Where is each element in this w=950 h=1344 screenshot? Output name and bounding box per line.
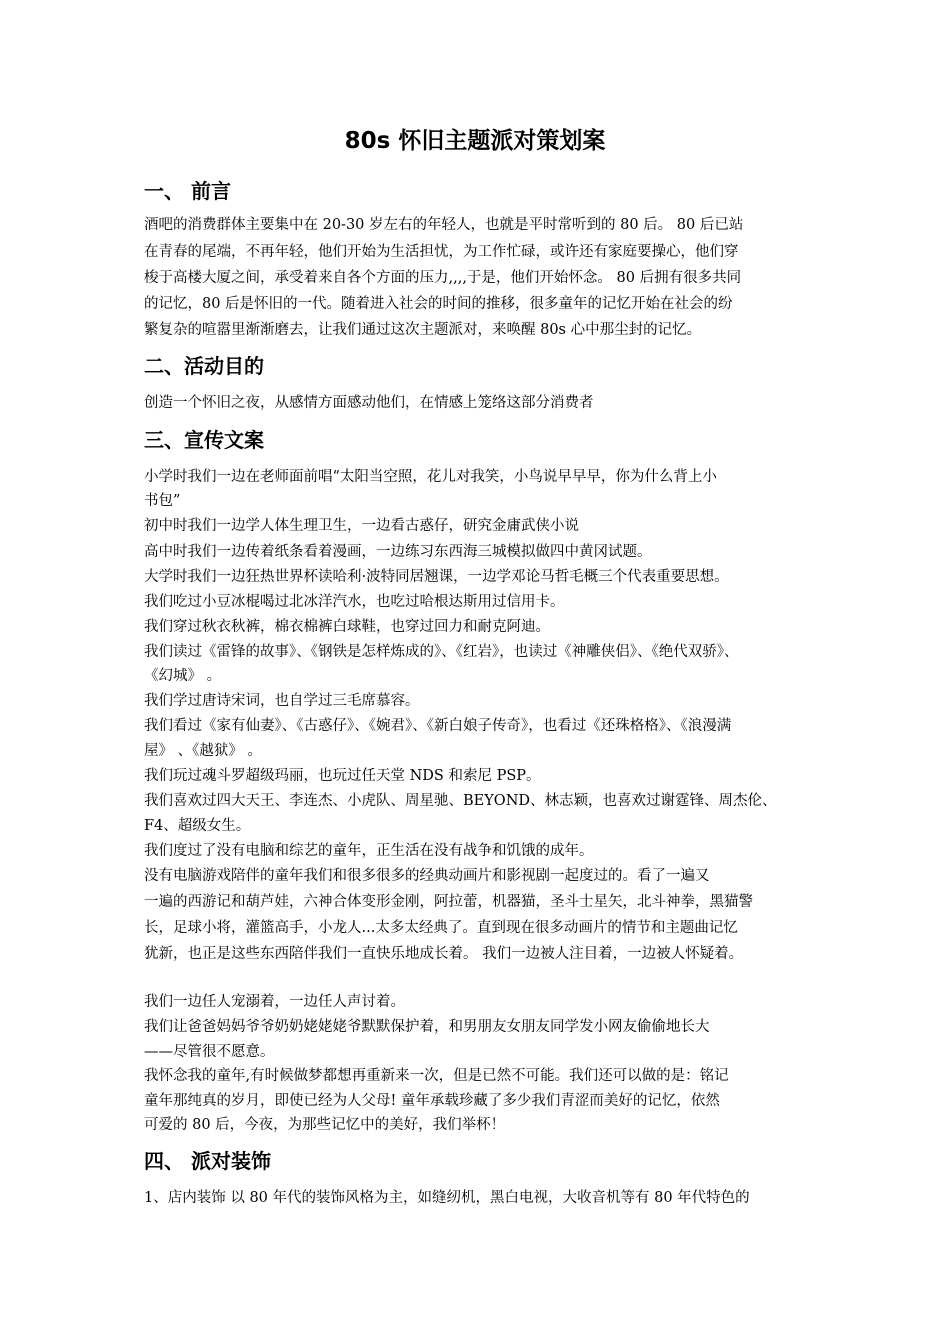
paragraph-line: 屋》 、《越狱》 。 <box>144 743 262 759</box>
heading-purpose: 二、活动目的 <box>144 354 264 378</box>
paragraph-line: 酒吧的消费群体主要集中在 20-30 岁左右的年轻人，也就是平时常听到的 80 后。 80 后已站 <box>144 217 744 233</box>
paragraph-line: F4、超级女生。 <box>144 818 251 834</box>
paragraph-line: 童年那纯真的岁月，即使已经为人父母! 童年承载珍藏了多少我们青涩而美好的记忆，依然 <box>144 1093 720 1109</box>
paragraph-line: 我们穿过秋衣秋裤，棉衣棉裤白球鞋，也穿过回力和耐克阿迪。 <box>144 619 550 635</box>
paragraph-line: 我们玩过魂斗罗超级玛丽，也玩过任天堂 NDS 和索尼 PSP。 <box>144 768 541 784</box>
paragraph-line: 没有电脑游戏陪伴的童年我们和很多很多的经典动画片和影视剧一起度过的。看了一遍又 <box>144 868 710 884</box>
paragraph-line: 我们度过了没有电脑和综艺的童年，正生活在没有战争和饥饿的成年。 <box>144 843 594 859</box>
paragraph-line: 一遍的西游记和葫芦娃，六神合体变形金刚，阿拉蕾，机器猫，圣斗士星矢，北斗神拳，黑猫警 <box>144 894 753 910</box>
paragraph-line: 书包” <box>144 493 181 509</box>
paragraph-line: 长，足球小将，灌篮高手，小龙人...太多太经典了。直到现在很多动画片的情节和主题曲记忆 <box>144 920 738 936</box>
heading-preface: 一、 前言 <box>144 179 231 203</box>
paragraph-line: 我们一边任人宠溺着，一边任人声讨着。 <box>144 994 405 1010</box>
paragraph-line: 在青春的尾端，不再年轻，他们开始为生活担忧，为工作忙碌，或许还有家庭要操心，他们穿 <box>144 244 739 260</box>
paragraph-line: 大学时我们一边狂热世界杯读哈利·波特同居翘课，一边学邓论马哲毛概三个代表重要思想。 <box>144 569 729 585</box>
paragraph-line: 创造一个怀旧之夜，从感情方面感动他们，在情感上笼络这部分消费者 <box>144 395 594 411</box>
paragraph-line: 高中时我们一边传着纸条看着漫画，一边练习东西海三城模拟做四中黄冈试题。 <box>144 544 652 560</box>
paragraph-line: 繁复杂的喧嚣里渐渐磨去，让我们通过这次主题派对，来唤醒 80s 心中那尘封的记忆。 <box>144 322 702 338</box>
paragraph-line: 小学时我们一边在老师面前唱“太阳当空照，花儿对我笑，小鸟说早早早，你为什么背上小 <box>144 469 717 485</box>
paragraph-line: 我们喜欢过四大天王、李连杰、小虎队、周星驰、BEYOND、林志颖，也喜欢过谢霆锋、周杰伦、 <box>144 793 777 809</box>
paragraph-line: 我们学过唐诗宋词，也自学过三毛席慕容。 <box>144 693 420 709</box>
paragraph-line: 1、店内装饰 以 80 年代的装饰风格为主，如缝纫机，黑白电视，大收音机等有 80 年代特色的 <box>144 1190 750 1206</box>
paragraph-line: 我们读过《雷锋的故事》、《钢铁是怎样炼成的》、《红岩》，也读过《神雕侠侣》、《绝代双骄》、 <box>144 644 739 660</box>
paragraph-line: 梭于高楼大厦之间，承受着来自各个方面的压力,,,,于是，他们开始怀念。 80 后拥有很多共同 <box>144 270 742 286</box>
paragraph-line: 初中时我们一边学人体生理卫生，一边看古惑仔，研究金庸武侠小说 <box>144 518 579 534</box>
heading-decor: 四、 派对装饰 <box>144 1149 271 1173</box>
heading-copy: 三、宣传文案 <box>144 428 264 452</box>
paragraph-line: 我们让爸爸妈妈爷爷奶奶姥姥姥爷默默保护着，和男朋友女朋友同学发小网友偷偷地长大 <box>144 1019 710 1035</box>
paragraph-line: 犹新，也正是这些东西陪伴我们一直快乐地成长着。 我们一边被人注目着，一边被人怀疑着。 <box>144 946 744 962</box>
paragraph-line: 我怀念我的童年,有时候做梦都想再重新来一次，但是已然不可能。我们还可以做的是：铭记 <box>144 1068 729 1084</box>
paragraph-line: ——尽管很不愿意。 <box>144 1044 275 1060</box>
paragraph-line: 的记忆，80 后是怀旧的一代。随着进入社会的时间的推移，很多童年的记忆开始在社会的纷 <box>144 296 733 312</box>
paragraph-line: 我们吃过小豆冰棍喝过北冰洋汽水，也吃过哈根达斯用过信用卡。 <box>144 594 565 610</box>
paragraph-line: 我们看过《家有仙妻》、《古惑仔》、《婉君》、《新白娘子传奇》，也看过《还珠格格》、《浪漫满 <box>144 718 732 734</box>
paragraph-line: 《幻城》 。 <box>144 668 222 684</box>
paragraph-line: 可爱的 80 后，今夜，为那些记忆中的美好，我们举杯！ <box>144 1117 506 1133</box>
document-title: 80s 怀旧主题派对策划案 <box>344 128 606 154</box>
